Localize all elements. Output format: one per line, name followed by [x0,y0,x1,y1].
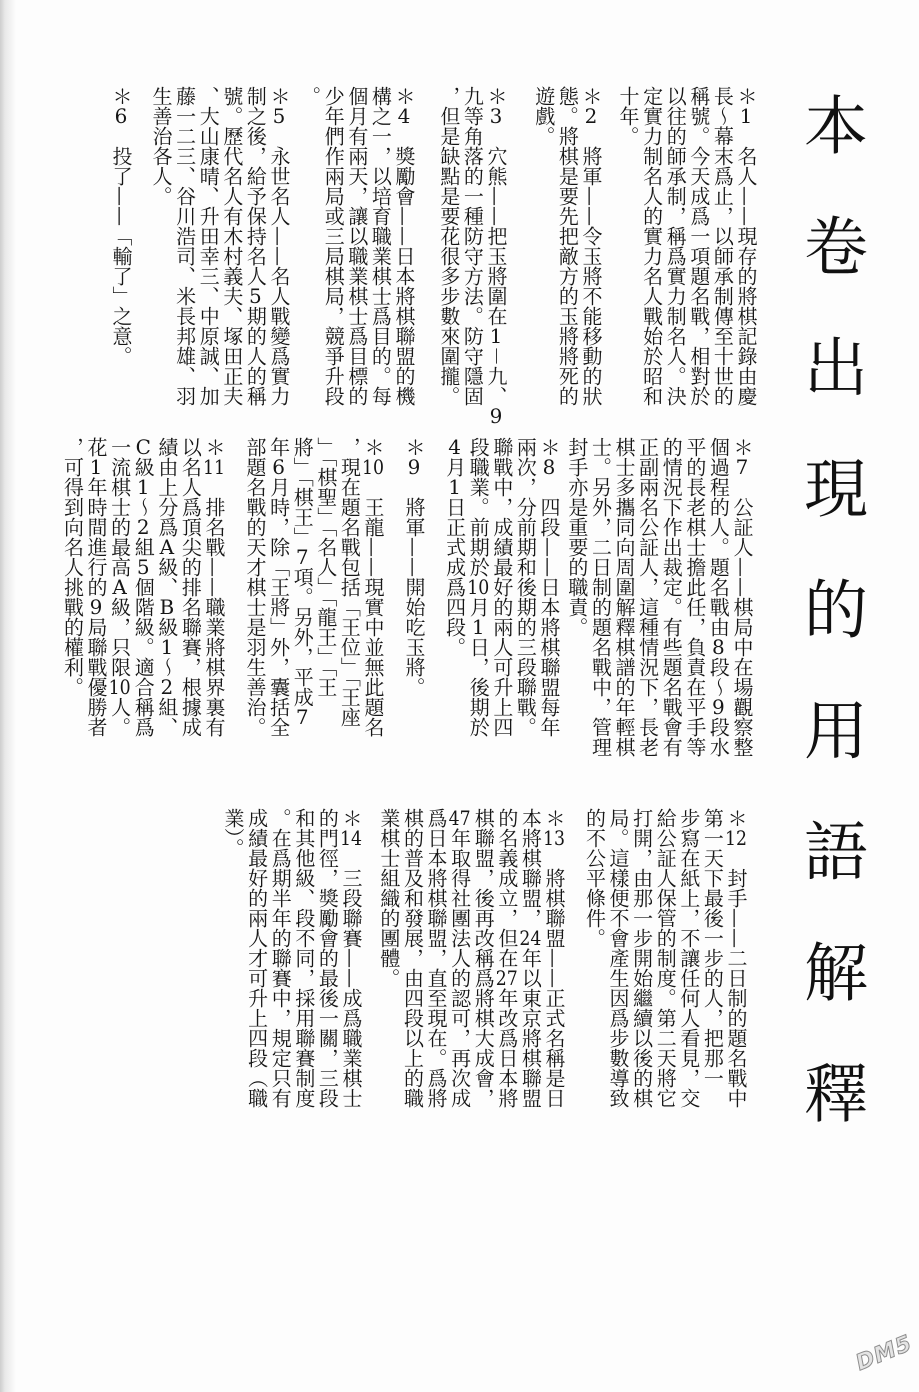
glossary-line: 績由上分爲A級、B級1～2組、 [154,437,179,737]
glossary-line: 平的長老棋士擔此任，負責在平手等 [682,437,707,757]
glossary-line: 稱號。今天成爲一項題名戰，相對於 [686,86,711,406]
glossary-line: 制之後，給予保持名人5期的人的稱 [243,86,268,406]
glossary-line: 47年取得社團法人的認可，再次成 [447,808,472,1108]
glossary-line: 局。這樣便不會產生因爲步數導致 [606,808,631,1108]
glossary-line: 棋士多攜同向周圍解釋棋譜的年輕棋 [612,437,637,757]
glossary-entry-6 [108,86,132,366]
glossary-line: 。 [297,86,322,106]
glossary-line: 的名義成立，但在27年改爲日本將 [494,808,519,1108]
glossary-line: 棋聯盟，後再改稱爲將棋大成會， [471,808,496,1108]
glossary-line: ＊6 投了——「輸了」之意。 [109,86,133,366]
glossary-line: 和其他級、段不同，採用聯賽制度 [291,808,316,1108]
glossary-line: ，但是缺點是要花很多步數來圍攏。 [436,86,461,406]
glossary-line: 、大山康晴、升田幸三、中原誠、加 [196,86,221,406]
glossary-entry-14 [220,808,362,1108]
glossary-entry-12 [582,808,747,1108]
glossary-entry-2 [531,86,602,406]
glossary-line: 花1年時間進行的9局聯戰優勝者 [84,437,109,737]
glossary-line: 業棋士組織的團體。 [376,808,401,988]
glossary-entry-13 [376,808,565,1108]
glossary-entry-1 [615,86,757,406]
glossary-line: 定實力制名人的實力名人戰始於昭和 [639,86,664,406]
glossary-line: 生善治各人。 [149,86,174,206]
glossary-line: 遊戲。 [531,86,556,146]
glossary-line: ＊14 三段聯賽——成爲職業棋士 [339,808,363,1108]
glossary-line: 。在爲期半年的聯賽中，規定只有 [268,808,293,1108]
glossary-line: 少年們作兩局或三局棋局，競爭升段 [321,86,346,406]
glossary-line: 步寫在紙上，不讓任何人看見，交 [676,808,701,1108]
glossary-line: 一流棋士的最高A級，只限10人。 [107,437,132,737]
glossary-line: 的情況下作出裁定。有些題名戰會有 [659,437,684,757]
glossary-entry-4 [297,86,415,406]
glossary-line: 正副兩名公証人，這種情況下，長老 [635,437,660,757]
glossary-line: ＊7 公証人——棋局中在場觀察整 [730,437,754,757]
glossary-line: ＊9 將軍——開始吃玉將。 [402,437,426,697]
glossary-line: 部題名戰的天才棋士是羽生善治。 [243,437,268,737]
glossary-line: 本將棋聯盟，24年以東京將棋聯盟 [518,808,543,1108]
glossary-line: 長～幕末爲止，以師承制傳至十世的 [710,86,735,406]
glossary-line: 態。將棋是要先把敵方的玉將將死的 [555,86,580,406]
glossary-line: ＊8 四段——日本將棋聯盟每年 [537,437,561,737]
glossary-line: 業）。 [221,808,246,858]
glossary-entry-8 [442,437,560,737]
glossary-line: ＊5 永世名人——名人戰變爲實力 [267,86,291,406]
glossary-line: 爲日本將棋聯盟，直至現在。爲將 [424,808,449,1108]
page-title: 本卷出現的用語解釋 [793,92,867,1181]
glossary-entry-11 [60,437,225,737]
glossary-line: 聯戰中，成績最好的兩人可升上四 [489,437,514,737]
glossary-line: 以名人爲頂尖的排名聯賽，根據成 [178,437,203,737]
glossary-line: 兩次，分前期和後期的三段聯戰。 [513,437,538,737]
glossary-entry-10 [242,437,384,737]
glossary-line: 4月1日正式成爲四段。 [442,437,467,657]
glossary-line: ，現在題名戰包括「王位」「王座 [337,437,362,727]
glossary-entry-7 [564,437,753,757]
glossary-line: C級1～2組5個階級。適合稱爲 [131,437,156,737]
glossary-line: ，可得到向名人挑戰的權利。 [60,437,85,697]
glossary-line: 士。另外，二日制的題名戰中，管理 [588,437,613,757]
glossary-line: ＊1 名人——現存的將棋記錄由慶 [734,86,758,406]
glossary-line: 段職業。前期於10月1日，後期於 [466,437,491,737]
site-watermark-logo: DM5 [851,1330,916,1377]
glossary-line: 封手亦是重要的職責。 [564,437,589,637]
glossary-line: 構之一，以培育職業棋士爲目的。每 [368,86,393,406]
glossary-line: ＊2 將軍——令玉將不能移動的狀 [579,86,603,406]
glossary-line: 的不公平條件。 [582,808,607,948]
glossary-entry-3 [436,86,507,426]
glossary-line: ＊10 王龍——現實中並無此題名 [361,437,385,737]
glossary-line: 以往的師承制，稱爲實力制名人。決 [663,86,688,406]
glossary-line: ＊11 排名戰——職業將棋界裏有 [202,437,226,737]
glossary-line: 九等角落的一種防守方法。防守隱固 [460,86,485,406]
glossary-line: 年6月時，除「王將」外，囊括全 [266,437,291,737]
glossary-line: 的門徑，獎勵會的最後一關，三段 [315,808,340,1108]
glossary-line: 號。歷代名人有木村義夫、塚田正夫 [219,86,244,406]
scan-edge-shadow [0,0,16,1392]
glossary-line: ＊3 穴熊——把玉將圍在1－九、9 [484,86,508,426]
glossary-line: 成績最好的兩人才可升上四段（職 [244,808,269,1108]
glossary-line: 給公証人保管的制度。第二天將它 [653,808,678,1108]
glossary-line: ＊12 封手——二日制的題名戰中 [724,808,748,1108]
glossary-line: 個月有兩天，讓以職業棋士爲目標的 [344,86,369,406]
glossary-line: 個過程的人。題名戰由8段～9段水 [706,437,731,757]
glossary-line: 十年。 [616,86,641,146]
glossary-line: 將」「棋王」7項。另外，平成7 [290,437,315,727]
glossary-line: ＊4 獎勵會——日本將棋聯盟的機 [392,86,416,406]
glossary-entry-5 [148,86,290,406]
glossary-line: 打開，由那一步開始繼續以後的棋 [629,808,654,1108]
glossary-line: 棋的普及和發展，由四段以上的職 [400,808,425,1108]
glossary-line: ＊13 將棋聯盟——正式名稱是日 [542,808,566,1108]
glossary-line: 藤一二三、谷川浩司、米長邦雄、羽 [172,86,197,406]
glossary-line: 」「棋聖」「名人」「龍王」「王 [313,437,338,697]
glossary-entry-9 [401,437,425,697]
glossary-line: 第一天下最後一步的人，把那一 [700,808,725,1088]
